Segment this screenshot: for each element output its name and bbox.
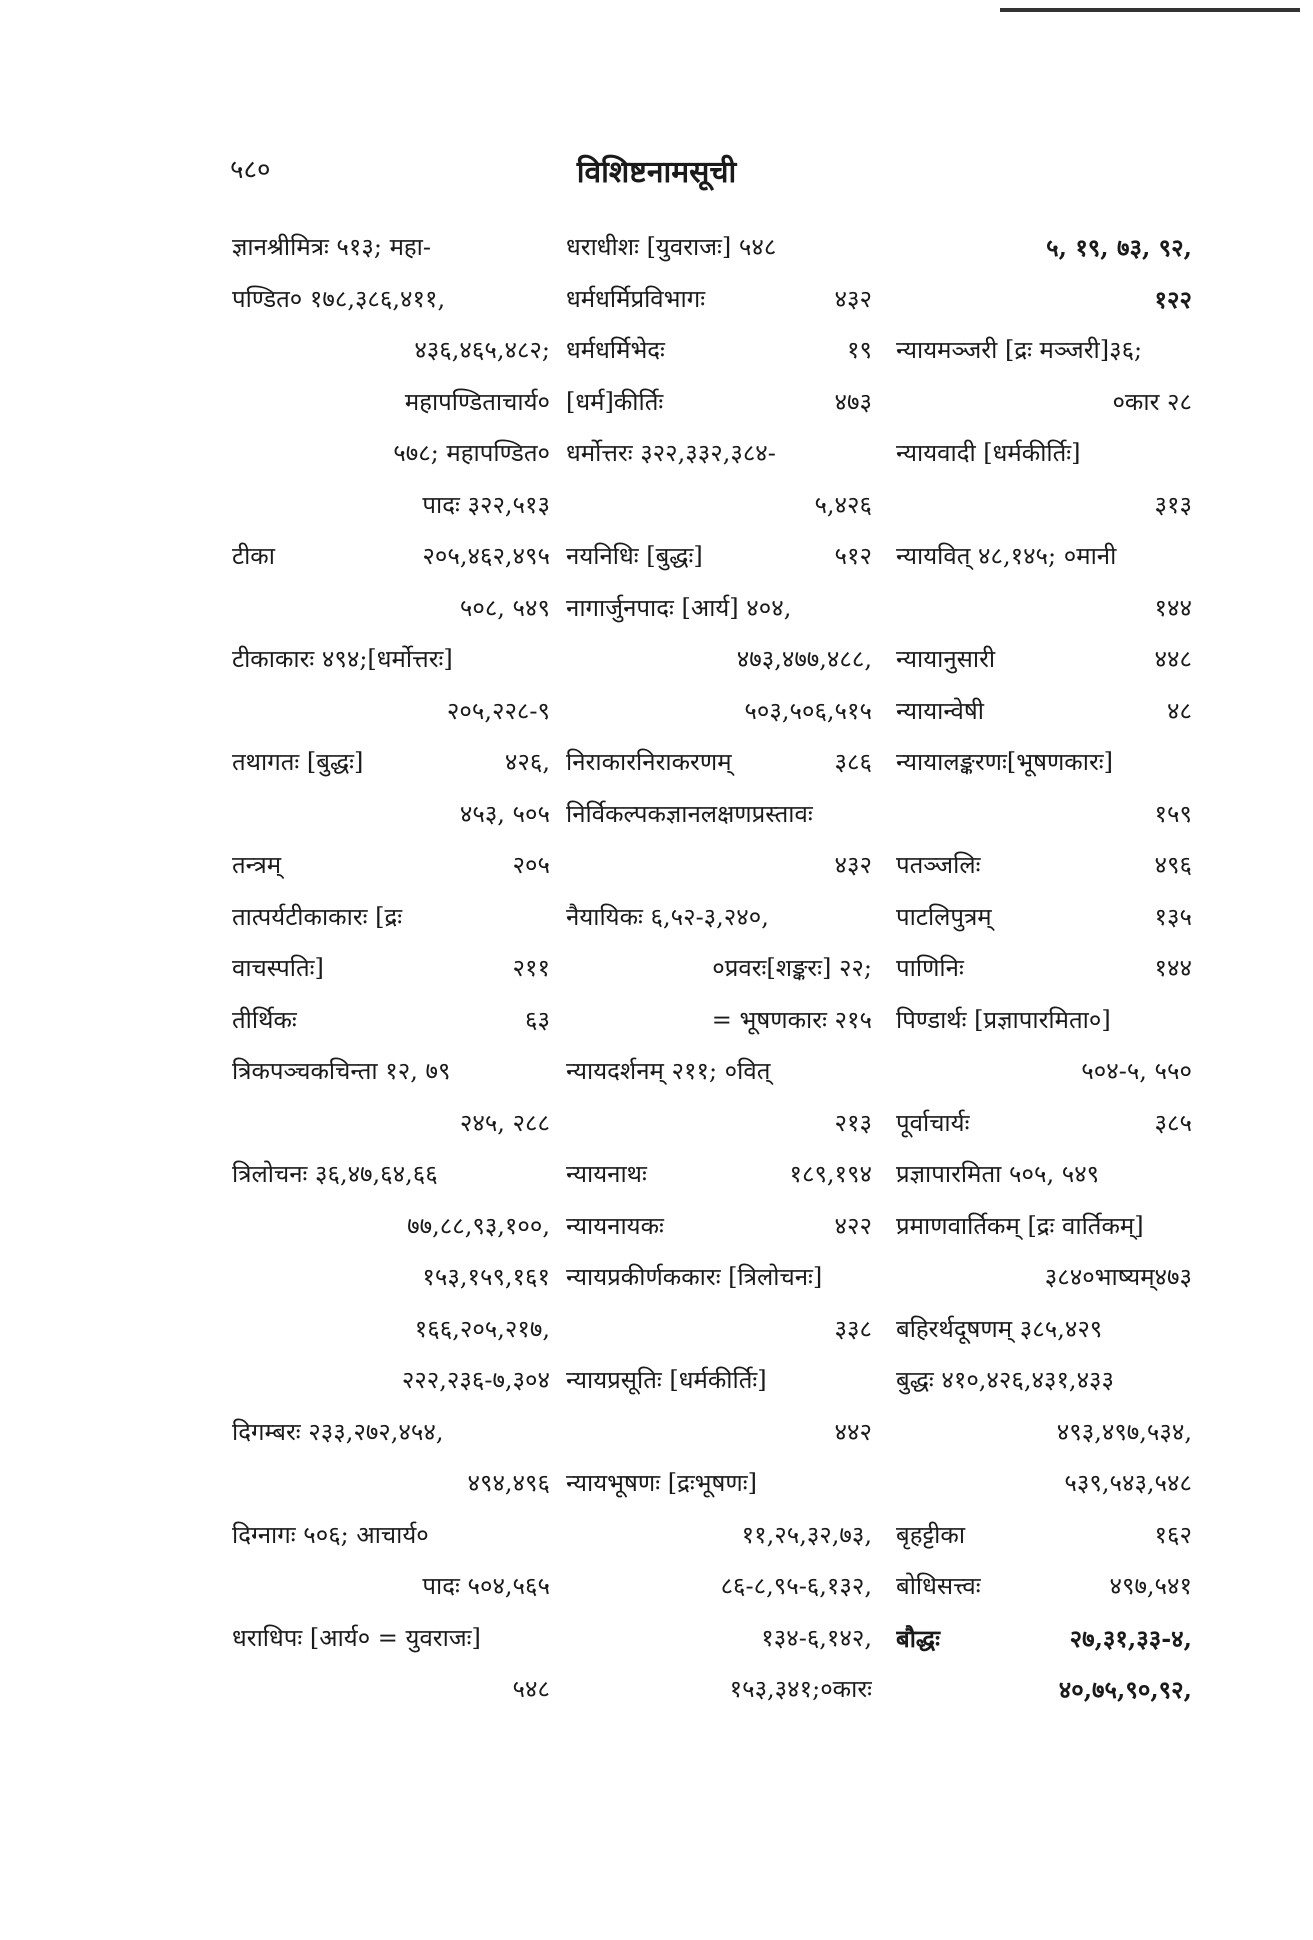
index-entry-pages: ४४८ [1154,645,1192,673]
index-entry-pages: ४८ [1167,696,1192,725]
index-entry-text: पादः ५०४,५६५ [422,1572,550,1600]
index-line [566,737,872,789]
index-line [566,1355,872,1407]
index-line [232,480,550,532]
index-entry-text: नयनिधिः [बुद्धः] [566,542,703,570]
index-entry-text: ४०,७५,९०,९२, [1058,1675,1192,1704]
running-title: विशिष्टनामसूची [576,155,737,190]
index-column-2 [566,222,872,1716]
index-line [896,1510,1192,1562]
index-entry-text: ४९४,४९६ [467,1469,550,1497]
index-entry-text: ४९३,४९७,५३४, [1056,1417,1192,1446]
index-entry-text: बुद्धः ४१०,४२६,४३१,४३३ [896,1366,1115,1394]
index-entry-text: न्यायवादी [धर्मकीर्तिः] [896,439,1081,467]
index-entry-pages: ६३ [525,1005,550,1034]
index-entry-pages: ४२६, [504,748,550,776]
index-line [232,943,550,995]
index-line [896,789,1192,841]
index-entry-text: ५०८, ५४९ [459,593,550,622]
index-column-3 [896,222,1192,1716]
index-entry-text: ४३६,४६५,४८२; [414,336,550,364]
index-line [566,943,872,995]
index-entry-text: [धर्म]कीर्तिः [566,387,664,416]
index-entry-text: तीर्थिकः [232,1005,297,1034]
index-entry-text: न्यायनाथः [566,1160,647,1188]
index-line [232,686,550,738]
index-entry-text: टीकाकारः ४९४;[धर्मोत्तरः] [232,645,453,673]
index-entry-text: ११,२५,३२,७३, [741,1520,872,1549]
index-entry-pages: १६२ [1154,1520,1192,1549]
index-entry-text: न्यायभूषणः [द्रःभूषणः] [566,1469,757,1497]
index-line [566,1304,872,1356]
index-line [566,480,872,532]
index-entry-text: बहिरर्थदूषणम् ३८५,४२९ [896,1314,1103,1343]
index-entry-text: ५७८; महापण्डित० [393,439,550,467]
index-line [232,428,550,480]
index-line [896,1149,1192,1201]
index-entry-text: २०५,२२८-९ [446,696,550,725]
index-line [232,1046,550,1098]
index-entry-pages: २७,३१,३३-४, [1069,1623,1192,1653]
index-line [566,995,872,1047]
index-line [896,943,1192,995]
page-header [0,150,1313,190]
index-line [566,325,872,377]
index-line [232,1407,550,1459]
index-entry-text: ४४२ [834,1417,872,1446]
index-entry-pages: १९ [847,336,872,364]
index-line [566,1098,872,1150]
index-entry-text: २२२,२३६-७,३०४ [401,1366,550,1394]
index-line [896,428,1192,480]
index-entry-text: बृहट्टीका [896,1520,966,1549]
index-line [566,892,872,944]
index-line [566,222,872,274]
index-line [566,428,872,480]
index-column-1 [232,222,550,1716]
index-entry-text: ४५३, ५०५ [459,799,550,828]
index-entry-text: पाटलिपुत्रम् [896,902,992,931]
index-entry-text: १५३,१५९,१६१ [422,1263,550,1291]
index-entry-text: दिग्नागः ५०६; आचार्य० [232,1520,429,1549]
index-line [896,583,1192,635]
index-entry-text: धर्मधर्मिप्रविभागः [566,284,706,313]
index-entry-text: त्रिलोचनः ३६,४७,६४,६६ [232,1160,438,1188]
index-line [232,1098,550,1150]
index-line [232,325,550,377]
index-entry-text: नागार्जुनपादः [आर्य] ४०४, [566,593,792,622]
index-entry-pages: २११ [512,954,550,982]
index-entry-text: न्यायानुसारी [896,645,996,673]
index-line [896,1561,1192,1613]
index-line [896,686,1192,738]
index-entry-text: पाणिनिः [896,954,964,982]
index-entry-pages: १३५ [1154,902,1192,931]
index-line [896,1613,1192,1665]
index-entry-text: प्रमाणवार्तिकम् [द्रः वार्तिकम्] [896,1211,1144,1240]
index-line [232,737,550,789]
index-entry-text: पादः ३२२,५१३ [422,490,550,519]
index-line [566,1407,872,1459]
index-line [896,1252,1192,1304]
index-line [896,634,1192,686]
index-entry-text: ८६-८,९५-६,१३२, [720,1572,872,1600]
index-entry-text: न्यायालङ्करणः[भूषणकारः] [896,748,1113,776]
index-line [232,377,550,429]
index-line [232,789,550,841]
index-entry-text: ४३२ [834,851,872,879]
index-line [896,1304,1192,1356]
index-entry-text: बोधिसत्त्वः [896,1572,981,1600]
index-entry-text: ५०४-५, ५५० [1081,1057,1192,1085]
index-line [232,274,550,326]
index-entry-pages: ४७३ [834,387,872,416]
index-line [896,274,1192,326]
index-line [896,1458,1192,1510]
index-entry-text: न्यायमञ्जरी [द्रः मञ्जरी]३६; [896,336,1143,364]
index-entry-text: पिण्डार्थः [प्रज्ञापारमिता०] [896,1005,1111,1034]
index-entry-text: १५३,३४१;०कारः [729,1675,872,1703]
index-entry-text: पण्डित० १७८,३८६,४११, [232,284,446,313]
index-line [232,634,550,686]
index-entry-text: ३३८ [834,1314,872,1343]
index-entry-text: ०कार २८ [1112,387,1192,416]
index-line [232,1664,550,1716]
index-line [232,892,550,944]
index-entry-text: तन्त्रम् [232,851,282,879]
index-entry-text: वाचस्पतिः] [232,954,324,982]
index-line [232,1510,550,1562]
index-line [896,1046,1192,1098]
index-line [566,1201,872,1253]
index-entry-pages: ४९७,५४१ [1109,1572,1192,1600]
index-entry-pages: ३८५ [1154,1108,1192,1137]
index-entry-text: धराधीशः [युवराजः] ५४८ [566,233,777,261]
index-entry-text: तात्पर्यटीकाकारः [द्रः [232,902,403,931]
index-line [232,1561,550,1613]
index-entry-text: १४४ [1154,593,1192,622]
index-entry-text: १२२ [1154,284,1192,314]
index-entry-text: ०प्रवरः[शङ्करः] २२; [712,954,872,982]
index-entry-text: नैयायिकः ६,५२-३,२४०, [566,902,769,931]
index-line [566,1510,872,1562]
index-line [896,840,1192,892]
index-entry-text: न्यायनायकः [566,1211,664,1240]
top-rule [1000,8,1300,12]
index-line [566,1149,872,1201]
index-line [566,1046,872,1098]
index-entry-text: निराकारनिराकरणम् [566,748,732,776]
index-line [566,840,872,892]
index-entry-text: ५,४२६ [814,490,872,519]
index-entry-text: ५, १९, ७३, ९२, [1046,233,1192,262]
index-line [232,840,550,892]
index-line [566,1458,872,1510]
index-line [566,377,872,429]
index-line [232,1149,550,1201]
index-entry-text: टीका [232,542,275,570]
index-entry-text: त्रिकपञ्चकचिन्ता १२, ७९ [232,1057,451,1085]
index-line [896,1201,1192,1253]
index-entry-text: ३८४०भाष्यम्४७३ [1044,1263,1192,1291]
index-entry-text: २१३ [834,1108,872,1137]
index-line [896,1098,1192,1150]
index-entry-text: ३१३ [1154,490,1192,519]
index-line [232,1252,550,1304]
index-entry-text: धर्मधर्मिभेदः [566,336,665,364]
index-line [232,995,550,1047]
index-entry-pages: ४२२ [834,1211,872,1240]
index-line [566,1664,872,1716]
index-entry-pages: २०५ [512,851,550,879]
index-entry-text: न्यायप्रसूतिः [धर्मकीर्तिः] [566,1366,767,1394]
index-line [232,1613,550,1665]
index-entry-text: १५९ [1154,799,1192,828]
index-entry-text: ७७,८८,९३,१००, [407,1211,550,1240]
index-entry-text: महापण्डिताचार्य० [404,387,550,416]
index-entry-text: १३४-६,१४२, [761,1623,872,1652]
index-line [896,222,1192,274]
index-line [232,222,550,274]
index-line [896,377,1192,429]
index-line [566,274,872,326]
index-line [566,531,872,583]
index-line [896,995,1192,1047]
index-entry-pages: २०५,४६२,४९५ [422,542,550,570]
index-entry-text: ५३९,५४३,५४८ [1064,1469,1192,1497]
index-line [566,1252,872,1304]
index-entry-text: बौद्धः [896,1623,940,1653]
index-entry-text: १६६,२०५,२१७, [414,1314,550,1343]
index-entry-text: न्यायान्वेषी [896,696,984,725]
index-line [896,325,1192,377]
page-number: ५८० [230,155,271,185]
index-entry-pages: ३८६ [834,748,872,776]
index-entry-text: ५०३,५०६,५१५ [744,696,872,725]
index-line [896,480,1192,532]
index-entry-text: न्यायदर्शनम् २११; ०वित् [566,1057,771,1085]
index-line [232,1304,550,1356]
index-entry-text: दिगम्बरः २३३,२७२,४५४, [232,1417,444,1446]
index-entry-text: २४५, २८८ [459,1108,550,1137]
index-entry-text: धराधिपः [आर्य० = युवराजः] [232,1623,481,1652]
index-line [896,737,1192,789]
index-entry-pages: १४४ [1154,954,1192,982]
index-entry-text: = भूषणकारः २१५ [711,1005,872,1034]
index-entry-text: धर्मोत्तरः ३२२,३३२,३८४- [566,439,776,467]
index-entry-text: पतञ्जलिः [896,851,981,879]
index-entry-text: न्यायवित् ४८,१४५; ०मानी [896,542,1117,570]
index-line [232,531,550,583]
index-line [896,1664,1192,1716]
index-line [896,1407,1192,1459]
index-entry-text: निर्विकल्पकज्ञानलक्षणप्रस्तावः [566,799,813,828]
index-entry-pages: १८९,१९४ [789,1160,872,1188]
index-entry-text: ज्ञानश्रीमित्रः ५१३; महा- [232,233,431,261]
index-entry-text: तथागतः [बुद्धः] [232,748,364,776]
index-line [566,1561,872,1613]
index-entry-text: ४७३,४७७,४८८, [736,645,872,673]
index-line [232,583,550,635]
index-entry-text: ५४८ [512,1675,550,1703]
index-line [566,583,872,635]
index-line [566,634,872,686]
index-line [232,1201,550,1253]
index-entry-text: प्रज्ञापारमिता ५०५, ५४९ [896,1160,1100,1188]
index-line [232,1458,550,1510]
index-line [896,892,1192,944]
index-entry-pages: ४९६ [1154,851,1192,879]
index-line [896,531,1192,583]
index-entry-text: पूर्वाचार्यः [896,1108,970,1137]
index-entry-text: न्यायप्रकीर्णककारः [त्रिलोचनः] [566,1263,823,1291]
index-line [232,1355,550,1407]
index-line [566,789,872,841]
index-line [896,1355,1192,1407]
index-entry-pages: ५१२ [834,542,872,570]
index-line [566,686,872,738]
index-line [566,1613,872,1665]
index-entry-pages: ४३२ [834,284,872,313]
